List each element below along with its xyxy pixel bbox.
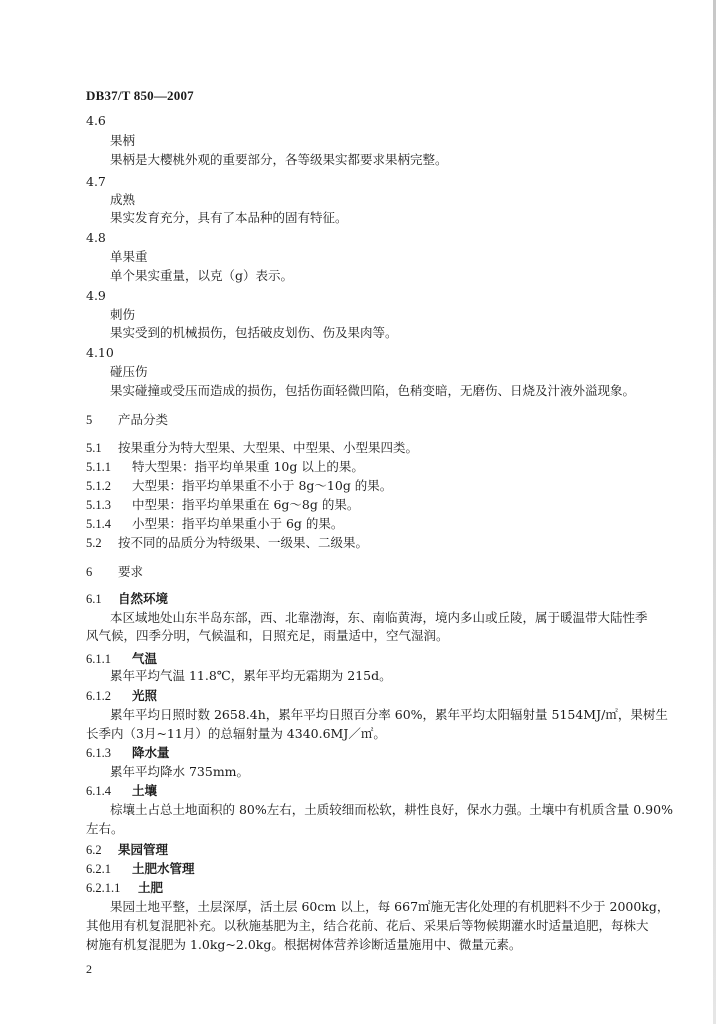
clause-title-4-8: 单果重 (110, 249, 148, 264)
paragraph-6-1-2-line-2: 长季内（3月~11月）的总辐射量为 4340.6MJ／㎡。 (86, 726, 386, 741)
clause-number: 6.2 (86, 843, 102, 857)
clause-number: 6.1.4 (86, 784, 111, 798)
clause-number: 5.1.4 (86, 517, 111, 531)
clause-number: 6.1.3 (86, 746, 111, 760)
page-number: 2 (86, 962, 92, 976)
clause-heading-6-1-4 (86, 783, 157, 799)
clause-title: 果园管理 (118, 842, 169, 857)
paragraph-6-2-1-1-line-3: 树施有机复混肥为 1.0kg~2.0kg。根据树体营养诊断适量施用中、微量元素。 (86, 937, 522, 952)
clause-heading-6-2-1-1 (86, 880, 163, 896)
section-title: 要求 (118, 564, 144, 579)
paragraph-6-1-2-line-1: 累年平均日照时数 2658.4h，累年平均日照百分率 60%，累年平均太阳辐射量 5154MJ/㎡，果树生 (110, 707, 668, 722)
paragraph-6-1-3: 累年平均降水 735mm。 (110, 764, 250, 779)
clause-title: 降水量 (132, 745, 170, 760)
clause-number: 5.2 (86, 536, 102, 550)
clause-heading-6-1-1 (86, 651, 157, 667)
clause-5-1 (86, 440, 418, 456)
clause-title: 土壤 (132, 783, 158, 798)
clause-title: 土肥 (138, 880, 164, 895)
clause-heading-6-2-1 (86, 861, 195, 877)
section-number: 5 (86, 413, 93, 427)
clause-number-4-9: 4.9 (86, 288, 106, 303)
paragraph-6-1-1: 累年平均气温 11.8℃，累年平均无霜期为 215d。 (110, 668, 392, 683)
clause-5-1-3 (86, 497, 359, 513)
clause-title-4-10: 碰压伤 (110, 364, 148, 379)
section-heading-5 (86, 412, 168, 428)
clause-number: 6.2.1.1 (86, 881, 121, 895)
clause-title: 光照 (132, 688, 158, 703)
clause-number: 5.1.3 (86, 498, 111, 512)
clause-text: 特大型果：指平均单果重 10g 以上的果。 (132, 459, 364, 474)
clause-heading-6-1 (86, 591, 168, 607)
paragraph-6-2-1-1-line-2: 其他用有机复混肥补充。以秋施基肥为主，结合花前、花后、采果后等物候期灌水时适量追肥，每株大 (86, 918, 649, 933)
clause-text: 按不同的品质分为特级果、一级果、二级果。 (118, 535, 369, 550)
clause-title: 土肥水管理 (132, 861, 195, 876)
section-number: 6 (86, 565, 93, 579)
paragraph-6-1-4-line-2: 左右。 (86, 821, 124, 836)
clause-number: 5.1 (86, 441, 102, 455)
paragraph-6-1-line-1: 本区域地处山东半岛东部，西、北靠渤海，东、南临黄海，境内多山或丘陵，属于暖温带大陆性季 (110, 610, 648, 625)
clause-title-4-7: 成熟 (110, 192, 136, 207)
clause-number: 6.1.1 (86, 652, 111, 666)
clause-text-4-8: 单个果实重量，以克（g）表示。 (110, 268, 294, 283)
paragraph-6-1-4-line-1: 棕壤土占总土地面积的 80%左右，土质较细而松软，耕性良好，保水力强。土壤中有机质含量 0.90% (110, 802, 673, 817)
clause-5-1-4 (86, 516, 343, 532)
standard-code-header: DB37/T 850—2007 (86, 88, 194, 103)
section-heading-6 (86, 564, 143, 580)
clause-number: 6.1 (86, 592, 102, 606)
paragraph-6-2-1-1-line-1: 果园土地平整，土层深厚，活土层 60cm 以上，每 667㎡施无害化处理的有机肥料不少于 2000kg， (110, 899, 670, 914)
paragraph-6-1-line-2: 风气候，四季分明，气候温和，日照充足，雨量适中，空气湿润。 (86, 628, 449, 643)
clause-title: 自然环境 (118, 591, 169, 606)
clause-5-1-2 (86, 478, 392, 494)
clause-number-4-7: 4.7 (86, 174, 106, 189)
clause-number-4-8: 4.8 (86, 230, 106, 245)
clause-heading-6-2 (86, 842, 168, 858)
clause-number-4-6: 4.6 (86, 113, 106, 128)
clause-number: 6.1.2 (86, 689, 111, 703)
clause-text-4-6: 果柄是大樱桃外观的重要部分，各等级果实都要求果柄完整。 (110, 152, 448, 167)
clause-text: 小型果：指平均单果重小于 6g 的果。 (132, 516, 344, 531)
clause-title-4-9: 刺伤 (110, 307, 136, 322)
clause-text: 按果重分为特大型果、大型果、中型果、小型果四类。 (118, 440, 419, 455)
clause-number: 5.1.1 (86, 460, 111, 474)
clause-text-4-7: 果实发育充分，具有了本品种的固有特征。 (110, 210, 348, 225)
clause-title-4-6: 果柄 (110, 133, 136, 148)
clause-text-4-9: 果实受到的机械损伤，包括破皮划伤、伤及果肉等。 (110, 325, 398, 340)
clause-5-1-1 (86, 459, 364, 475)
clause-number: 5.1.2 (86, 479, 111, 493)
clause-number: 6.2.1 (86, 862, 111, 876)
clause-number-4-10: 4.10 (86, 345, 114, 360)
clause-text: 中型果：指平均单果重在 6g～8g 的果。 (132, 497, 360, 512)
clause-5-2 (86, 535, 368, 551)
clause-text-4-10: 果实碰撞或受压而造成的损伤，包括伤面轻微凹陷，色稍变暗，无磨伤、日烧及汁液外溢现象。 (110, 383, 636, 398)
clause-heading-6-1-2 (86, 688, 157, 704)
section-title: 产品分类 (118, 412, 169, 427)
clause-text: 大型果：指平均单果重不小于 8g～10g 的果。 (132, 478, 393, 493)
clause-heading-6-1-3 (86, 745, 170, 761)
clause-title: 气温 (132, 651, 158, 666)
